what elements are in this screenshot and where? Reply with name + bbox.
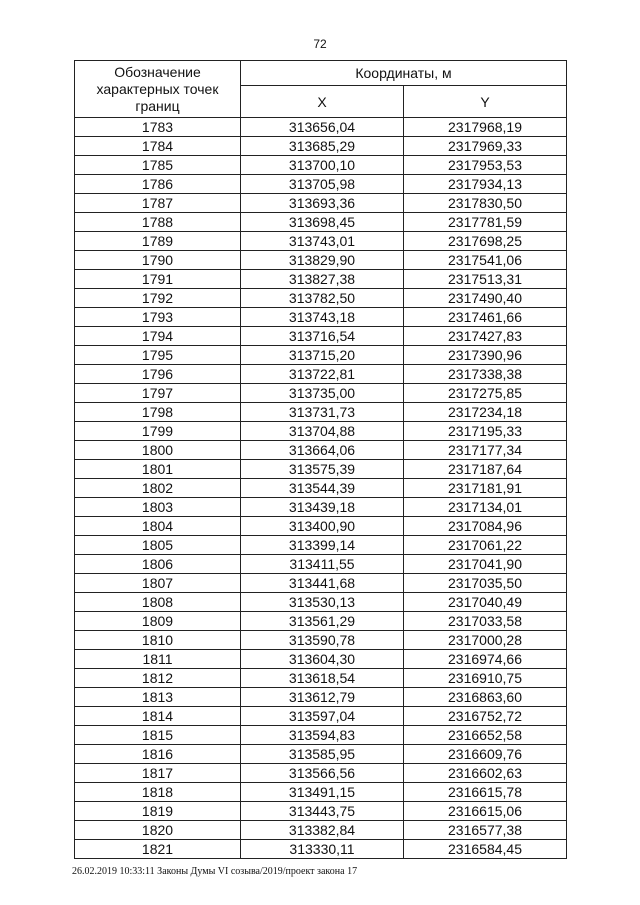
table-row [75, 346, 567, 365]
cell-x: 313544,39 [241, 479, 404, 498]
cell-x: 313618,54 [241, 669, 404, 688]
cell-point: 1800 [75, 441, 241, 460]
cell-point: 1785 [75, 156, 241, 175]
cell-point: 1795 [75, 346, 241, 365]
table-row [75, 707, 567, 726]
table-row [75, 498, 567, 517]
cell-point: 1810 [75, 631, 241, 650]
table-row [75, 517, 567, 536]
cell-x: 313782,50 [241, 289, 404, 308]
cell-point: 1799 [75, 422, 241, 441]
cell-y: 2317934,13 [404, 175, 567, 194]
table-row [75, 802, 567, 821]
table-row [75, 365, 567, 384]
cell-x: 313827,38 [241, 270, 404, 289]
cell-x: 313597,04 [241, 707, 404, 726]
cell-point: 1789 [75, 232, 241, 251]
cell-point: 1804 [75, 517, 241, 536]
cell-x: 313656,04 [241, 118, 404, 137]
cell-x: 313685,29 [241, 137, 404, 156]
cell-point: 1813 [75, 688, 241, 707]
table-row [75, 688, 567, 707]
cell-x: 313566,56 [241, 764, 404, 783]
table-body [75, 118, 567, 859]
cell-y: 2317513,31 [404, 270, 567, 289]
cell-y: 2316615,06 [404, 802, 567, 821]
cell-point: 1812 [75, 669, 241, 688]
table-row [75, 232, 567, 251]
cell-x: 313594,83 [241, 726, 404, 745]
cell-x: 313704,88 [241, 422, 404, 441]
cell-point: 1809 [75, 612, 241, 631]
table-row [75, 783, 567, 802]
cell-y: 2317041,90 [404, 555, 567, 574]
footer-stamp: 26.02.2019 10:33:11 Законы Думы VI созыва/2019/проект закона 17 [72, 866, 358, 877]
page-number: 72 [313, 37, 327, 51]
cell-x: 313743,18 [241, 308, 404, 327]
cell-point: 1790 [75, 251, 241, 270]
table-row [75, 612, 567, 631]
table-row [75, 251, 567, 270]
coordinates-table [74, 60, 567, 859]
cell-y: 2317781,59 [404, 213, 567, 232]
cell-point: 1798 [75, 403, 241, 422]
cell-y: 2317461,66 [404, 308, 567, 327]
table-row [75, 403, 567, 422]
table-row [75, 289, 567, 308]
table-row [75, 137, 567, 156]
cell-y: 2317040,49 [404, 593, 567, 612]
cell-x: 313731,73 [241, 403, 404, 422]
cell-point: 1806 [75, 555, 241, 574]
table-row [75, 156, 567, 175]
header-y: Y [404, 86, 567, 118]
cell-point: 1805 [75, 536, 241, 555]
cell-x: 313330,11 [241, 840, 404, 859]
cell-y: 2317035,50 [404, 574, 567, 593]
cell-point: 1791 [75, 270, 241, 289]
cell-point: 1784 [75, 137, 241, 156]
table-row [75, 384, 567, 403]
cell-x: 313590,78 [241, 631, 404, 650]
cell-y: 2317490,40 [404, 289, 567, 308]
cell-y: 2317195,33 [404, 422, 567, 441]
cell-point: 1797 [75, 384, 241, 403]
cell-y: 2317953,53 [404, 156, 567, 175]
cell-y: 2316602,63 [404, 764, 567, 783]
cell-y: 2317134,01 [404, 498, 567, 517]
cell-x: 313439,18 [241, 498, 404, 517]
cell-y: 2316910,75 [404, 669, 567, 688]
cell-x: 313716,54 [241, 327, 404, 346]
cell-x: 313664,06 [241, 441, 404, 460]
cell-x: 313700,10 [241, 156, 404, 175]
table-row [75, 422, 567, 441]
cell-x: 313575,39 [241, 460, 404, 479]
cell-point: 1803 [75, 498, 241, 517]
cell-y: 2317830,50 [404, 194, 567, 213]
cell-x: 313399,14 [241, 536, 404, 555]
cell-point: 1792 [75, 289, 241, 308]
table-row [75, 460, 567, 479]
cell-point: 1802 [75, 479, 241, 498]
cell-point: 1817 [75, 764, 241, 783]
table-row [75, 555, 567, 574]
cell-y: 2317390,96 [404, 346, 567, 365]
table-row [75, 194, 567, 213]
cell-x: 313441,68 [241, 574, 404, 593]
cell-point: 1819 [75, 802, 241, 821]
cell-y: 2316974,66 [404, 650, 567, 669]
cell-x: 313705,98 [241, 175, 404, 194]
table-row [75, 270, 567, 289]
table-row [75, 669, 567, 688]
cell-x: 313585,95 [241, 745, 404, 764]
cell-point: 1818 [75, 783, 241, 802]
table-row [75, 821, 567, 840]
cell-y: 2316752,72 [404, 707, 567, 726]
header-points: Обозначение характерных точек границ [75, 61, 241, 118]
table-header [75, 61, 567, 118]
cell-point: 1811 [75, 650, 241, 669]
cell-y: 2317181,91 [404, 479, 567, 498]
table-row [75, 650, 567, 669]
cell-point: 1786 [75, 175, 241, 194]
cell-y: 2317969,33 [404, 137, 567, 156]
cell-point: 1816 [75, 745, 241, 764]
cell-x: 313443,75 [241, 802, 404, 821]
cell-point: 1787 [75, 194, 241, 213]
cell-y: 2317968,19 [404, 118, 567, 137]
cell-x: 313693,36 [241, 194, 404, 213]
table-row [75, 574, 567, 593]
cell-y: 2317234,18 [404, 403, 567, 422]
table-row [75, 536, 567, 555]
cell-x: 313400,90 [241, 517, 404, 536]
cell-x: 313715,20 [241, 346, 404, 365]
cell-point: 1821 [75, 840, 241, 859]
cell-y: 2316615,78 [404, 783, 567, 802]
cell-point: 1794 [75, 327, 241, 346]
cell-x: 313735,00 [241, 384, 404, 403]
cell-point: 1815 [75, 726, 241, 745]
table-row [75, 593, 567, 612]
table-row [75, 441, 567, 460]
cell-x: 313411,55 [241, 555, 404, 574]
cell-x: 313491,15 [241, 783, 404, 802]
header-coordinates: Координаты, м [241, 61, 567, 86]
cell-y: 2316584,45 [404, 840, 567, 859]
cell-y: 2316609,76 [404, 745, 567, 764]
table-row [75, 308, 567, 327]
cell-y: 2317177,34 [404, 441, 567, 460]
cell-point: 1788 [75, 213, 241, 232]
table-row [75, 840, 567, 859]
cell-x: 313561,29 [241, 612, 404, 631]
cell-y: 2317338,38 [404, 365, 567, 384]
cell-y: 2317033,58 [404, 612, 567, 631]
cell-y: 2317000,28 [404, 631, 567, 650]
table-row [75, 213, 567, 232]
table-row [75, 726, 567, 745]
cell-y: 2316652,58 [404, 726, 567, 745]
cell-y: 2317275,85 [404, 384, 567, 403]
table-row [75, 118, 567, 137]
cell-point: 1783 [75, 118, 241, 137]
cell-point: 1820 [75, 821, 241, 840]
cell-y: 2317698,25 [404, 232, 567, 251]
cell-y: 2316577,38 [404, 821, 567, 840]
cell-x: 313698,45 [241, 213, 404, 232]
table-row [75, 764, 567, 783]
cell-point: 1814 [75, 707, 241, 726]
cell-point: 1808 [75, 593, 241, 612]
cell-y: 2317427,83 [404, 327, 567, 346]
cell-point: 1801 [75, 460, 241, 479]
cell-x: 313530,13 [241, 593, 404, 612]
cell-x: 313829,90 [241, 251, 404, 270]
cell-point: 1807 [75, 574, 241, 593]
table-row [75, 631, 567, 650]
table-row [75, 327, 567, 346]
cell-x: 313604,30 [241, 650, 404, 669]
table-row [75, 745, 567, 764]
header-x: X [241, 86, 404, 118]
cell-point: 1793 [75, 308, 241, 327]
cell-point: 1796 [75, 365, 241, 384]
cell-y: 2317187,64 [404, 460, 567, 479]
cell-y: 2316863,60 [404, 688, 567, 707]
cell-x: 313722,81 [241, 365, 404, 384]
cell-x: 313382,84 [241, 821, 404, 840]
table-row [75, 175, 567, 194]
cell-y: 2317084,96 [404, 517, 567, 536]
table-row [75, 479, 567, 498]
cell-x: 313743,01 [241, 232, 404, 251]
cell-x: 313612,79 [241, 688, 404, 707]
cell-y: 2317061,22 [404, 536, 567, 555]
cell-y: 2317541,06 [404, 251, 567, 270]
